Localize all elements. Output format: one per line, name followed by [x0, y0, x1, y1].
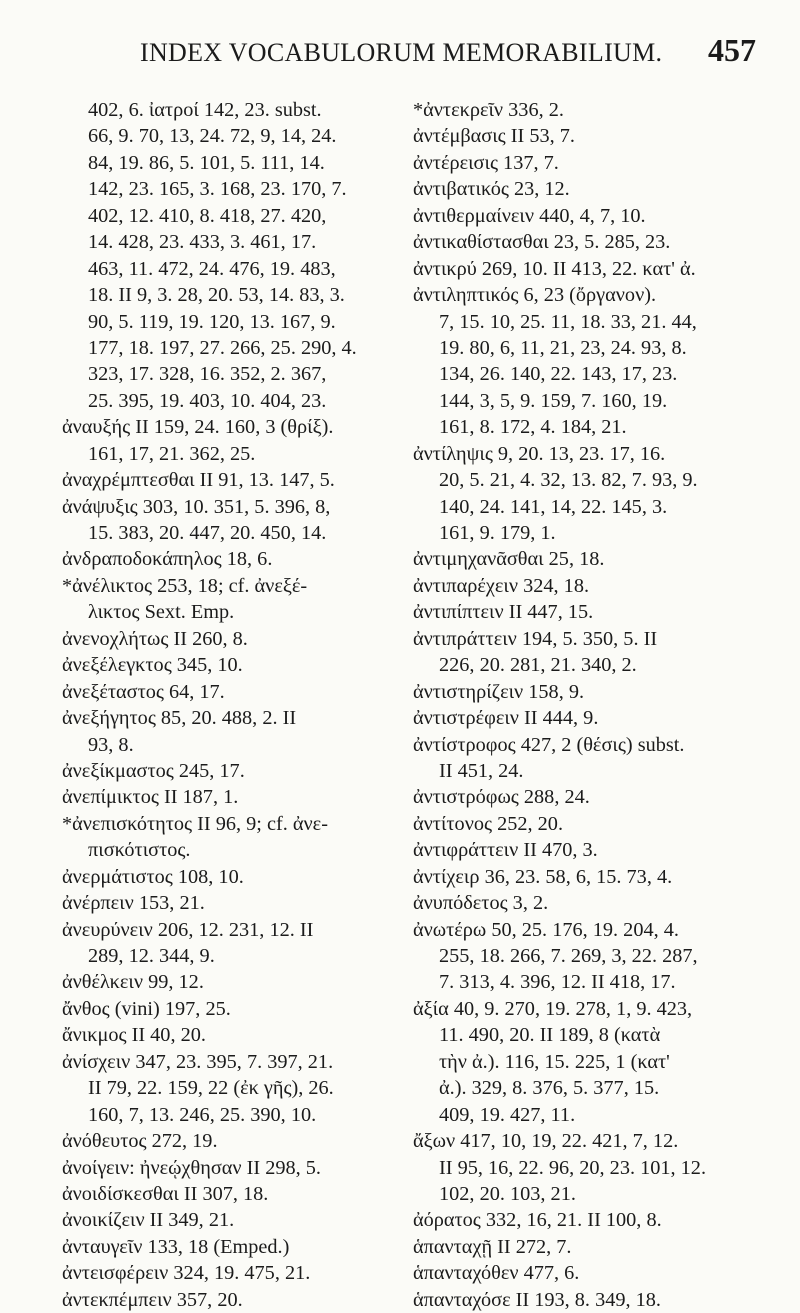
- index-entry: *ἀντεκρεῖν 336, 2.: [413, 99, 564, 121]
- index-entry: ἁπανταχῇ II 272, 7.: [413, 1235, 572, 1258]
- index-entry-continuation: 142, 23. 165, 3. 168, 23. 170, 7.: [88, 178, 347, 201]
- index-entry: ἀνοιδίσκεσθαι II 307, 18.: [62, 1182, 269, 1205]
- running-title: INDEX VOCABULORUM MEMORABILIUM.: [140, 38, 663, 67]
- index-entry: ἀντιστηρίζειν 158, 9.: [413, 680, 585, 703]
- index-entry: ἀνεξίκμαστος 245, 17.: [62, 759, 245, 782]
- index-entry: ἀξία 40, 9. 270, 19. 278, 1, 9. 423,: [413, 997, 693, 1020]
- index-entry: ἀνεξήγητος 85, 20. 488, 2. II: [62, 707, 297, 730]
- index-entry: ἀντίχειρ 36, 23. 58, 6, 15. 73, 4.: [413, 865, 673, 888]
- index-entry-continuation: II 79, 22. 159, 22 (ἐκ γῆς), 26.: [88, 1077, 334, 1100]
- index-column-left: [62, 97, 406, 1313]
- index-entry-continuation: 15. 383, 20. 447, 20. 450, 14.: [88, 522, 327, 544]
- index-entry-continuation: II 95, 16, 22. 96, 20, 23. 101, 12.: [439, 1156, 707, 1179]
- index-entry: ἀνίσχειν 347, 23. 395, 7. 397, 21.: [62, 1050, 334, 1073]
- index-entry-continuation: 402, 12. 410, 8. 418, 27. 420,: [88, 204, 327, 227]
- index-entry: ἀνοικίζειν II 349, 21.: [62, 1209, 235, 1232]
- index-entry-continuation: 18. II 9, 3. 28, 20. 53, 14. 83, 3.: [88, 284, 345, 307]
- index-entry: ἀντιστρόφως 288, 24.: [413, 786, 590, 809]
- index-entry-continuation: 323, 17. 328, 16. 352, 2. 367,: [88, 363, 327, 386]
- index-entry: ἀντέρεισις 137, 7.: [413, 151, 559, 174]
- index-entry-continuation: 409, 19. 427, 11.: [439, 1103, 576, 1126]
- index-entry: ἀναχρέμπτεσθαι II 91, 13. 147, 5.: [62, 469, 335, 492]
- index-entry: ἀνέρπειν 153, 21.: [62, 892, 205, 915]
- index-entry: ἀντίληψις 9, 20. 13, 23. 17, 16.: [413, 442, 666, 465]
- index-entry-continuation: 144, 3, 5, 9. 159, 7. 160, 19.: [439, 389, 668, 412]
- index-entry: ἀντεισφέρειν 324, 19. 475, 21.: [62, 1262, 311, 1285]
- index-entry: ἀνωτέρω 50, 25. 176, 19. 204, 4.: [413, 918, 679, 941]
- index-entry: ἀντιβατικός 23, 12.: [413, 178, 570, 201]
- index-entry-continuation: II 451, 24.: [439, 759, 524, 782]
- index-entry-continuation: 14. 428, 23. 433, 3. 461, 17.: [88, 231, 317, 254]
- index-entry-continuation: 289, 12. 344, 9.: [88, 945, 215, 967]
- index-entry-continuation: 11. 490, 20. II 189, 8 (κατὰ: [439, 1024, 661, 1047]
- index-entry: ἀνθέλκειν 99, 12.: [62, 971, 204, 994]
- index-entry-continuation: 177, 18. 197, 27. 266, 25. 290, 4.: [88, 336, 357, 359]
- index-entry: ἀνεξέταστος 64, 17.: [62, 680, 225, 703]
- index-entry: ἀντιληπτικός 6, 23 (ὄργανον).: [413, 284, 657, 307]
- index-entry: ἀνεπίμικτος II 187, 1.: [62, 786, 239, 809]
- index-entry-continuation: 160, 7, 13. 246, 25. 390, 10.: [88, 1103, 317, 1126]
- page-number: 457: [708, 32, 756, 68]
- index-entry: ἀντεκπέμπειν 357, 20.: [62, 1288, 243, 1311]
- index-entry-continuation: λικτος Sext. Emp.: [88, 601, 235, 624]
- index-entry-continuation: 226, 20. 281, 21. 340, 2.: [439, 654, 637, 677]
- index-entry: ἁπανταχόθεν 477, 6.: [413, 1262, 580, 1285]
- index-entry: ἀνοίγειν: ἠνεῴχθησαν II 298, 5.: [62, 1156, 321, 1179]
- index-entry: ἀνόθευτος 272, 19.: [62, 1130, 218, 1153]
- index-entry-continuation: 102, 20. 103, 21.: [439, 1182, 576, 1205]
- index-entry-continuation: 84, 19. 86, 5. 101, 5. 111, 14.: [88, 151, 325, 174]
- index-entry: ἀναυξής II 159, 24. 160, 3 (θρίξ).: [62, 416, 334, 439]
- index-entry: ἄνικμος II 40, 20.: [62, 1024, 206, 1047]
- index-entry: ἀνδραποδοκάπηλος 18, 6.: [62, 548, 273, 571]
- index-entry: ἀνευρύνειν 206, 12. 231, 12. II: [62, 918, 314, 941]
- index-entry: ἄξων 417, 10, 19, 22. 421, 7, 12.: [413, 1130, 679, 1153]
- index-entry: ἁπανταχόσε II 193, 8. 349, 18.: [413, 1288, 661, 1311]
- index-entry: ἀόρατος 332, 16, 21. II 100, 8.: [413, 1209, 662, 1232]
- index-entry-continuation: 20, 5. 21, 4. 32, 13. 82, 7. 93, 9.: [439, 469, 698, 492]
- index-entry-continuation: 255, 18. 266, 7. 269, 3, 22. 287,: [439, 945, 698, 967]
- index-entry: ἀντικρύ 269, 10. II 413, 22. κατ' ἀ.: [413, 257, 696, 280]
- index-entry: ἀνταυγεῖν 133, 18 (Emped.): [62, 1235, 290, 1258]
- index-entry: ἀντιπαρέχειν 324, 18.: [413, 574, 590, 597]
- index-entry: ἀνυπόδετος 3, 2.: [413, 892, 549, 915]
- index-entry: ἀνερμάτιστος 108, 10.: [62, 865, 244, 888]
- index-entry-continuation: 90, 5. 119, 19. 120, 13. 167, 9.: [88, 310, 336, 333]
- index-entry-continuation: πισκότιστος.: [88, 839, 191, 862]
- index-entry-continuation: 161, 17, 21. 362, 25.: [88, 442, 256, 465]
- index-entry: ἄνθος (vini) 197, 25.: [62, 997, 231, 1020]
- index-entry-continuation: 140, 24. 141, 14, 22. 145, 3.: [439, 495, 668, 518]
- index-entry-continuation: 19. 80, 6, 11, 21, 23, 24. 93, 8.: [439, 336, 687, 359]
- index-entry-continuation: 93, 8.: [88, 733, 134, 756]
- index-entry-continuation: 463, 11. 472, 24. 476, 19. 483,: [88, 257, 336, 280]
- index-entry-continuation: τὴν ἀ.). 116, 15. 225, 1 (κατ': [439, 1050, 670, 1073]
- index-entry-continuation: 134, 26. 140, 22. 143, 17, 23.: [439, 363, 678, 386]
- index-entry: ἀντίστροφος 427, 2 (θέσις) subst.: [413, 733, 685, 756]
- index-entry-continuation: 161, 9. 179, 1.: [439, 522, 556, 544]
- index-entry: ἀντικαθίστασθαι 23, 5. 285, 23.: [413, 231, 671, 254]
- index-entry-continuation: 7, 15. 10, 25. 11, 18. 33, 21. 44,: [439, 310, 697, 333]
- index-entry: ἀντιστρέφειν II 444, 9.: [413, 707, 599, 730]
- index-entry: ἀνεξέλεγκτος 345, 10.: [62, 654, 243, 677]
- page-header: [70, 32, 756, 72]
- index-entry: ἀντέμβασις II 53, 7.: [413, 125, 575, 148]
- index-entry: ἀντιθερμαίνειν 440, 4, 7, 10.: [413, 204, 646, 227]
- index-entry: ἀντιφράττειν II 470, 3.: [413, 839, 598, 862]
- index-column-right: [413, 97, 757, 1313]
- index-entry-continuation: ἀ.). 329, 8. 376, 5. 377, 15.: [439, 1077, 660, 1100]
- index-entry: ἀντιπίπτειν II 447, 15.: [413, 601, 594, 624]
- index-entry: *ἀνέλικτος 253, 18; cf. ἀνεξέ-: [62, 574, 308, 597]
- index-entry: ἀντιμηχανᾶσθαι 25, 18.: [413, 548, 605, 571]
- index-entry: ἀνάψυξις 303, 10. 351, 5. 396, 8,: [62, 495, 331, 518]
- index-entry-continuation: 402, 6. ἰατροί 142, 23. subst.: [88, 99, 322, 121]
- index-entry: ἀνενοχλήτως II 260, 8.: [62, 627, 248, 650]
- index-entry-continuation: 25. 395, 19. 403, 10. 404, 23.: [88, 389, 327, 412]
- index-entry-continuation: 66, 9. 70, 13, 24. 72, 9, 14, 24.: [88, 125, 337, 148]
- index-entry: *ἀνεπισκότητος II 96, 9; cf. ἀνε-: [62, 812, 328, 835]
- index-entry: ἀντιπράττειν 194, 5. 350, 5. II: [413, 627, 658, 650]
- index-entry-continuation: 161, 8. 172, 4. 184, 21.: [439, 416, 627, 439]
- index-entry: ἀντίτονος 252, 20.: [413, 812, 564, 835]
- index-entry-continuation: 7. 313, 4. 396, 12. II 418, 17.: [439, 971, 676, 994]
